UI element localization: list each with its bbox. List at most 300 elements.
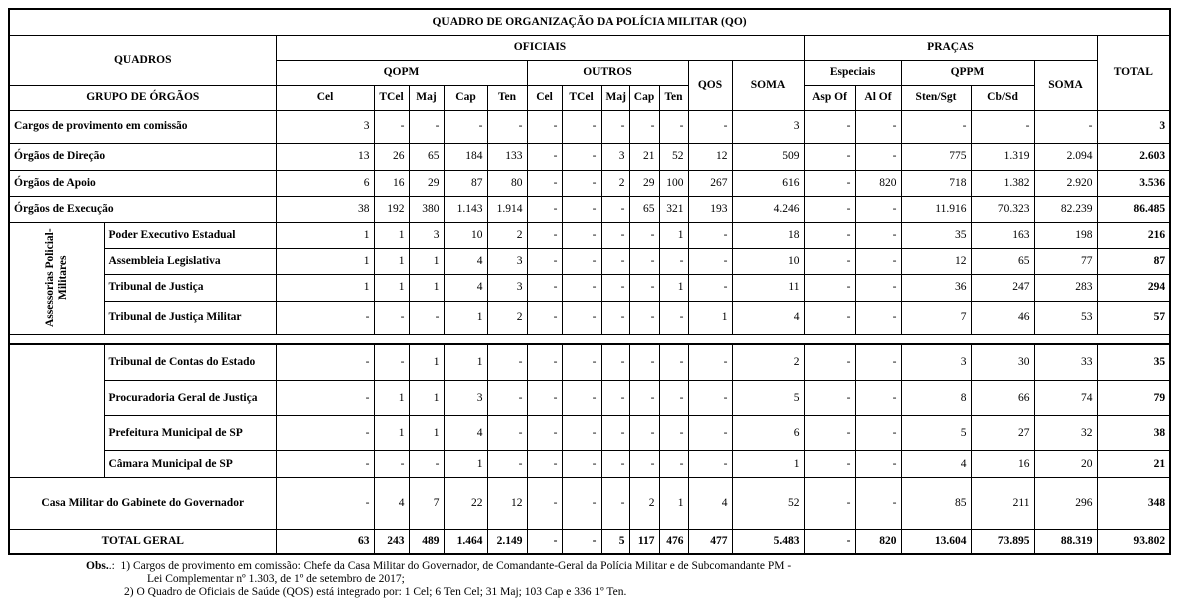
value-cell: 85 — [901, 478, 971, 530]
total-value-cell: 117 — [629, 530, 659, 554]
value-cell: - — [562, 248, 601, 274]
value-cell: - — [487, 451, 527, 478]
value-cell: 21 — [629, 143, 659, 170]
value-cell: 4 — [732, 301, 804, 334]
value-cell: 2.094 — [1034, 143, 1097, 170]
value-cell: 33 — [1034, 344, 1097, 381]
value-cell: 65 — [629, 196, 659, 222]
value-cell: 32 — [1034, 416, 1097, 451]
value-cell: - — [804, 451, 855, 478]
value-cell: 87 — [444, 170, 487, 196]
col-header: Asp Of — [804, 85, 855, 110]
value-cell: 7 — [409, 478, 444, 530]
value-cell: - — [562, 416, 601, 451]
value-cell: 1 — [444, 301, 487, 334]
value-cell: - — [804, 301, 855, 334]
value-cell: - — [804, 248, 855, 274]
value-cell: 6 — [276, 170, 374, 196]
value-cell: 27 — [971, 416, 1034, 451]
row-label: Órgãos de Apoio — [9, 170, 276, 196]
total-value-cell: 73.895 — [971, 530, 1034, 554]
value-cell: - — [855, 274, 901, 301]
lower-rows — [9, 334, 1170, 554]
value-cell: 1 — [374, 381, 409, 416]
value-cell: 3 — [487, 248, 527, 274]
value-cell: 29 — [629, 170, 659, 196]
total-value-cell: - — [527, 530, 562, 554]
value-cell: 3 — [276, 110, 374, 143]
value-cell: 22 — [444, 478, 487, 530]
value-cell: - — [688, 248, 732, 274]
value-cell: 296 — [1034, 478, 1097, 530]
total-row — [9, 530, 1170, 554]
value-cell: - — [409, 301, 444, 334]
outros-header: OUTROS — [527, 60, 688, 85]
value-cell: 1 — [732, 451, 804, 478]
value-cell: 80 — [487, 170, 527, 196]
value-cell: 4 — [444, 248, 487, 274]
qppm-header: QPPM — [901, 60, 1034, 85]
value-cell: - — [562, 196, 601, 222]
value-cell: - — [562, 274, 601, 301]
value-cell: 65 — [971, 248, 1034, 274]
value-cell: 7 — [901, 301, 971, 334]
total-value-cell: - — [804, 530, 855, 554]
value-cell: - — [562, 170, 601, 196]
value-cell: - — [659, 416, 688, 451]
value-cell: - — [659, 381, 688, 416]
value-cell: - — [804, 344, 855, 381]
value-cell: 4 — [688, 478, 732, 530]
section-gap-cell — [9, 334, 1170, 344]
value-cell: 1 — [659, 478, 688, 530]
value-cell: 2 — [629, 478, 659, 530]
value-cell: 1 — [374, 274, 409, 301]
assessorias-rows — [9, 222, 1170, 334]
value-cell: - — [527, 451, 562, 478]
value-cell: - — [629, 222, 659, 248]
table-row — [9, 170, 1170, 196]
value-cell: 1 — [659, 274, 688, 301]
value-cell: - — [527, 196, 562, 222]
value-cell: - — [855, 222, 901, 248]
value-cell: 1 — [444, 451, 487, 478]
value-cell: 2 — [487, 222, 527, 248]
value-cell: 267 — [688, 170, 732, 196]
value-cell: 509 — [732, 143, 804, 170]
note-line-3: 2) O Quadro de Oficiais de Saúde (QOS) está integrado por: 1 Cel; 6 Ten Cel; 31 Maj; 103 Cap e 336 1º Ten. — [124, 586, 627, 598]
value-cell: 11.916 — [901, 196, 971, 222]
value-cell: 616 — [732, 170, 804, 196]
row-label: Prefeitura Municipal de SP — [104, 416, 276, 451]
row-label: Cargos de provimento em comissão — [9, 110, 276, 143]
value-cell: 74 — [1034, 381, 1097, 416]
table-row — [9, 301, 1170, 334]
value-cell: - — [527, 143, 562, 170]
value-cell: 5 — [901, 416, 971, 451]
value-cell: - — [601, 222, 629, 248]
value-cell: 163 — [971, 222, 1034, 248]
value-cell: 20 — [1034, 451, 1097, 478]
value-cell: - — [374, 344, 409, 381]
value-cell: 38 — [276, 196, 374, 222]
value-cell: 29 — [409, 170, 444, 196]
total-value-cell: 93.802 — [1097, 530, 1170, 554]
value-cell: - — [276, 344, 374, 381]
value-cell: - — [562, 222, 601, 248]
value-cell: - — [562, 301, 601, 334]
value-cell: 18 — [732, 222, 804, 248]
value-cell: - — [688, 381, 732, 416]
value-cell: 4.246 — [732, 196, 804, 222]
table-row — [9, 478, 1170, 530]
value-cell: 10 — [732, 248, 804, 274]
value-cell: - — [629, 301, 659, 334]
value-cell: 10 — [444, 222, 487, 248]
value-cell: 3 — [601, 143, 629, 170]
value-cell: - — [804, 196, 855, 222]
value-cell: - — [855, 344, 901, 381]
value-cell: - — [276, 478, 374, 530]
value-cell: - — [527, 301, 562, 334]
value-cell: - — [688, 344, 732, 381]
empty-group-cell — [9, 344, 104, 478]
total-value-cell: 63 — [276, 530, 374, 554]
value-cell: - — [855, 143, 901, 170]
value-cell: - — [804, 222, 855, 248]
value-cell: - — [527, 110, 562, 143]
value-cell: - — [409, 110, 444, 143]
value-cell: 4 — [444, 274, 487, 301]
value-cell: - — [688, 274, 732, 301]
value-cell: 3 — [444, 381, 487, 416]
total-cell: 87 — [1097, 248, 1170, 274]
value-cell: - — [629, 110, 659, 143]
value-cell: 16 — [374, 170, 409, 196]
value-cell: - — [659, 301, 688, 334]
value-cell: 1 — [409, 344, 444, 381]
table-row — [9, 416, 1170, 451]
value-cell: 1.319 — [971, 143, 1034, 170]
notes: Obs..: 1) Cargos de provimento em comissão: Chefe da Casa Militar do Governador, de Comandante-Geral da Polícia Militar e de Subcomandante PM - Lei Complementar nº 1.303, de 1º de setembro de 2017; 2) O Quadro de Oficiais de Saúde (QOS) está integrado por: 1 Cel; 6 Ten Cel; 31 Maj; 103 Cap e 336 1º Ten. — [86, 560, 792, 598]
total-label: TOTAL GERAL — [9, 530, 276, 554]
value-cell: 36 — [901, 274, 971, 301]
soma-pracas-header: SOMA — [1034, 60, 1097, 110]
value-cell: - — [629, 451, 659, 478]
value-cell: - — [855, 248, 901, 274]
value-cell: - — [688, 451, 732, 478]
qos-header: QOS — [688, 60, 732, 110]
value-cell: - — [562, 110, 601, 143]
value-cell: - — [601, 248, 629, 274]
value-cell: 193 — [688, 196, 732, 222]
value-cell: 65 — [409, 143, 444, 170]
value-cell: 35 — [901, 222, 971, 248]
value-cell: - — [804, 381, 855, 416]
value-cell: 3 — [732, 110, 804, 143]
value-cell: 82.239 — [1034, 196, 1097, 222]
table-row — [9, 451, 1170, 478]
value-cell: - — [487, 416, 527, 451]
value-cell: 13 — [276, 143, 374, 170]
total-value-cell: 476 — [659, 530, 688, 554]
total-header: TOTAL — [1097, 35, 1170, 110]
value-cell: - — [1034, 110, 1097, 143]
value-cell: - — [527, 248, 562, 274]
row-label: Câmara Municipal de SP — [104, 451, 276, 478]
value-cell: 53 — [1034, 301, 1097, 334]
value-cell: - — [971, 110, 1034, 143]
value-cell: - — [804, 143, 855, 170]
value-cell: - — [601, 344, 629, 381]
value-cell: - — [855, 416, 901, 451]
value-cell: 2 — [487, 301, 527, 334]
col-header: Cel — [527, 85, 562, 110]
value-cell: 1 — [374, 248, 409, 274]
value-cell: 1 — [688, 301, 732, 334]
value-cell: 77 — [1034, 248, 1097, 274]
value-cell: - — [276, 416, 374, 451]
value-cell: 52 — [732, 478, 804, 530]
total-value-cell: 489 — [409, 530, 444, 554]
value-cell: - — [562, 344, 601, 381]
table-row — [9, 196, 1170, 222]
especiais-header: Especiais — [804, 60, 901, 85]
value-cell: - — [659, 110, 688, 143]
value-cell: 3 — [901, 344, 971, 381]
col-header: Sten/Sgt — [901, 85, 971, 110]
value-cell: - — [527, 381, 562, 416]
value-cell: - — [855, 196, 901, 222]
table-row — [9, 248, 1170, 274]
row-label: Tribunal de Contas do Estado — [104, 344, 276, 381]
value-cell: - — [804, 170, 855, 196]
value-cell: 1 — [659, 222, 688, 248]
value-cell: 12 — [487, 478, 527, 530]
col-header: TCel — [374, 85, 409, 110]
row-label: Tribunal de Justiça — [104, 274, 276, 301]
col-header: Al Of — [855, 85, 901, 110]
total-cell: 57 — [1097, 301, 1170, 334]
value-cell: - — [562, 451, 601, 478]
value-cell: 4 — [444, 416, 487, 451]
value-cell: 133 — [487, 143, 527, 170]
value-cell: 66 — [971, 381, 1034, 416]
value-cell: - — [855, 478, 901, 530]
total-cell: 216 — [1097, 222, 1170, 248]
value-cell: - — [601, 110, 629, 143]
total-value-cell: 820 — [855, 530, 901, 554]
value-cell: - — [409, 451, 444, 478]
value-cell: 211 — [971, 478, 1034, 530]
value-cell: - — [901, 110, 971, 143]
value-cell: 1 — [276, 248, 374, 274]
value-cell: - — [804, 478, 855, 530]
total-value-cell: 13.604 — [901, 530, 971, 554]
value-cell: - — [629, 248, 659, 274]
note-line-1: 1) Cargos de provimento em comissão: Chefe da Casa Militar do Governador, de Comandante-Geral da Polícia Militar e de Subcomandante PM - — [120, 560, 792, 572]
total-value-cell: 1.464 — [444, 530, 487, 554]
value-cell: - — [374, 301, 409, 334]
value-cell: - — [629, 274, 659, 301]
value-cell: 1 — [276, 274, 374, 301]
total-cell: 3 — [1097, 110, 1170, 143]
grupo-header: GRUPO DE ÓRGÃOS — [9, 85, 276, 110]
total-value-cell: 88.319 — [1034, 530, 1097, 554]
value-cell: 1 — [444, 344, 487, 381]
col-header: Ten — [659, 85, 688, 110]
value-cell: 1 — [374, 416, 409, 451]
value-cell: 1.914 — [487, 196, 527, 222]
row-label: Assembleia Legislativa — [104, 248, 276, 274]
value-cell: 3 — [487, 274, 527, 301]
total-cell: 38 — [1097, 416, 1170, 451]
qopm-header: QOPM — [276, 60, 527, 85]
value-cell: 16 — [971, 451, 1034, 478]
value-cell: 2 — [601, 170, 629, 196]
oficiais-header: OFICIAIS — [276, 35, 804, 60]
value-cell: 1 — [409, 248, 444, 274]
value-cell: 321 — [659, 196, 688, 222]
value-cell: - — [487, 110, 527, 143]
qo-table-frame — [8, 8, 1168, 555]
value-cell: - — [276, 301, 374, 334]
obs-label: Obs. — [86, 560, 109, 572]
value-cell: 100 — [659, 170, 688, 196]
value-cell: - — [276, 451, 374, 478]
col-header: Cb/Sd — [971, 85, 1034, 110]
value-cell: 1 — [276, 222, 374, 248]
value-cell: - — [855, 301, 901, 334]
value-cell: 775 — [901, 143, 971, 170]
value-cell: - — [659, 451, 688, 478]
value-cell: - — [527, 478, 562, 530]
value-cell: - — [629, 381, 659, 416]
value-cell: 11 — [732, 274, 804, 301]
value-cell: - — [601, 381, 629, 416]
value-cell: - — [659, 248, 688, 274]
value-cell: - — [601, 478, 629, 530]
value-cell: 1 — [409, 416, 444, 451]
row-label: Tribunal de Justiça Militar — [104, 301, 276, 334]
section-gap — [9, 334, 1170, 344]
pracas-header: PRAÇAS — [804, 35, 1097, 60]
value-cell: - — [659, 344, 688, 381]
value-cell: 820 — [855, 170, 901, 196]
table-row — [9, 222, 1170, 248]
value-cell: - — [527, 416, 562, 451]
col-header: TCel — [562, 85, 601, 110]
value-cell: 1 — [409, 381, 444, 416]
row-label: Órgãos de Execução — [9, 196, 276, 222]
value-cell: 283 — [1034, 274, 1097, 301]
value-cell: 5 — [732, 381, 804, 416]
value-cell: 3 — [409, 222, 444, 248]
value-cell: 6 — [732, 416, 804, 451]
value-cell: - — [855, 381, 901, 416]
value-cell: - — [601, 451, 629, 478]
value-cell: 247 — [971, 274, 1034, 301]
value-cell: 718 — [901, 170, 971, 196]
value-cell: 192 — [374, 196, 409, 222]
value-cell: 12 — [688, 143, 732, 170]
value-cell: 26 — [374, 143, 409, 170]
value-cell: 8 — [901, 381, 971, 416]
value-cell: 4 — [374, 478, 409, 530]
value-cell: - — [804, 110, 855, 143]
table-row — [9, 274, 1170, 301]
value-cell: - — [527, 170, 562, 196]
value-cell: 1 — [374, 222, 409, 248]
value-cell: 380 — [409, 196, 444, 222]
total-cell: 2.603 — [1097, 143, 1170, 170]
qo-table — [8, 8, 1171, 555]
col-header: Cel — [276, 85, 374, 110]
value-cell: - — [562, 381, 601, 416]
total-cell: 294 — [1097, 274, 1170, 301]
table-title: QUADRO DE ORGANIZAÇÃO DA POLÍCIA MILITAR (QO) — [9, 9, 1170, 35]
row-label: Órgãos de Direção — [9, 143, 276, 170]
total-cell: 86.485 — [1097, 196, 1170, 222]
soma-oficiais-header: SOMA — [732, 60, 804, 110]
value-cell: 2 — [732, 344, 804, 381]
value-cell: - — [527, 222, 562, 248]
value-cell: 1.382 — [971, 170, 1034, 196]
col-header: Maj — [409, 85, 444, 110]
value-cell: - — [601, 196, 629, 222]
total-value-cell: 477 — [688, 530, 732, 554]
value-cell: - — [601, 274, 629, 301]
total-value-cell: - — [562, 530, 601, 554]
value-cell: - — [527, 274, 562, 301]
row-label: Procuradoria Geral de Justiça — [104, 381, 276, 416]
col-header: Cap — [444, 85, 487, 110]
table-row — [9, 381, 1170, 416]
assessorias-group-label: Assessorias Policial-Militares — [9, 222, 104, 334]
value-cell: - — [601, 301, 629, 334]
value-cell: - — [629, 344, 659, 381]
total-value-cell: 5 — [601, 530, 629, 554]
value-cell: - — [855, 110, 901, 143]
value-cell: - — [562, 143, 601, 170]
value-cell: 4 — [901, 451, 971, 478]
value-cell: - — [276, 381, 374, 416]
total-value-cell: 5.483 — [732, 530, 804, 554]
value-cell: - — [487, 381, 527, 416]
table-row — [9, 344, 1170, 381]
value-cell: - — [374, 110, 409, 143]
value-cell: 52 — [659, 143, 688, 170]
table-row — [9, 143, 1170, 170]
value-cell: - — [804, 416, 855, 451]
value-cell: 184 — [444, 143, 487, 170]
total-cell: 35 — [1097, 344, 1170, 381]
value-cell: - — [601, 416, 629, 451]
value-cell: 2.920 — [1034, 170, 1097, 196]
value-cell: 1 — [409, 274, 444, 301]
col-header: Maj — [601, 85, 629, 110]
value-cell: - — [562, 478, 601, 530]
row-label: Casa Militar do Gabinete do Governador — [9, 478, 276, 530]
value-cell: - — [527, 344, 562, 381]
value-cell: 30 — [971, 344, 1034, 381]
value-cell: 70.323 — [971, 196, 1034, 222]
value-cell: 12 — [901, 248, 971, 274]
note-line-2: Lei Complementar nº 1.303, de 1º de setembro de 2017; — [147, 573, 405, 585]
value-cell: - — [487, 344, 527, 381]
value-cell: - — [688, 222, 732, 248]
total-value-cell: 2.149 — [487, 530, 527, 554]
